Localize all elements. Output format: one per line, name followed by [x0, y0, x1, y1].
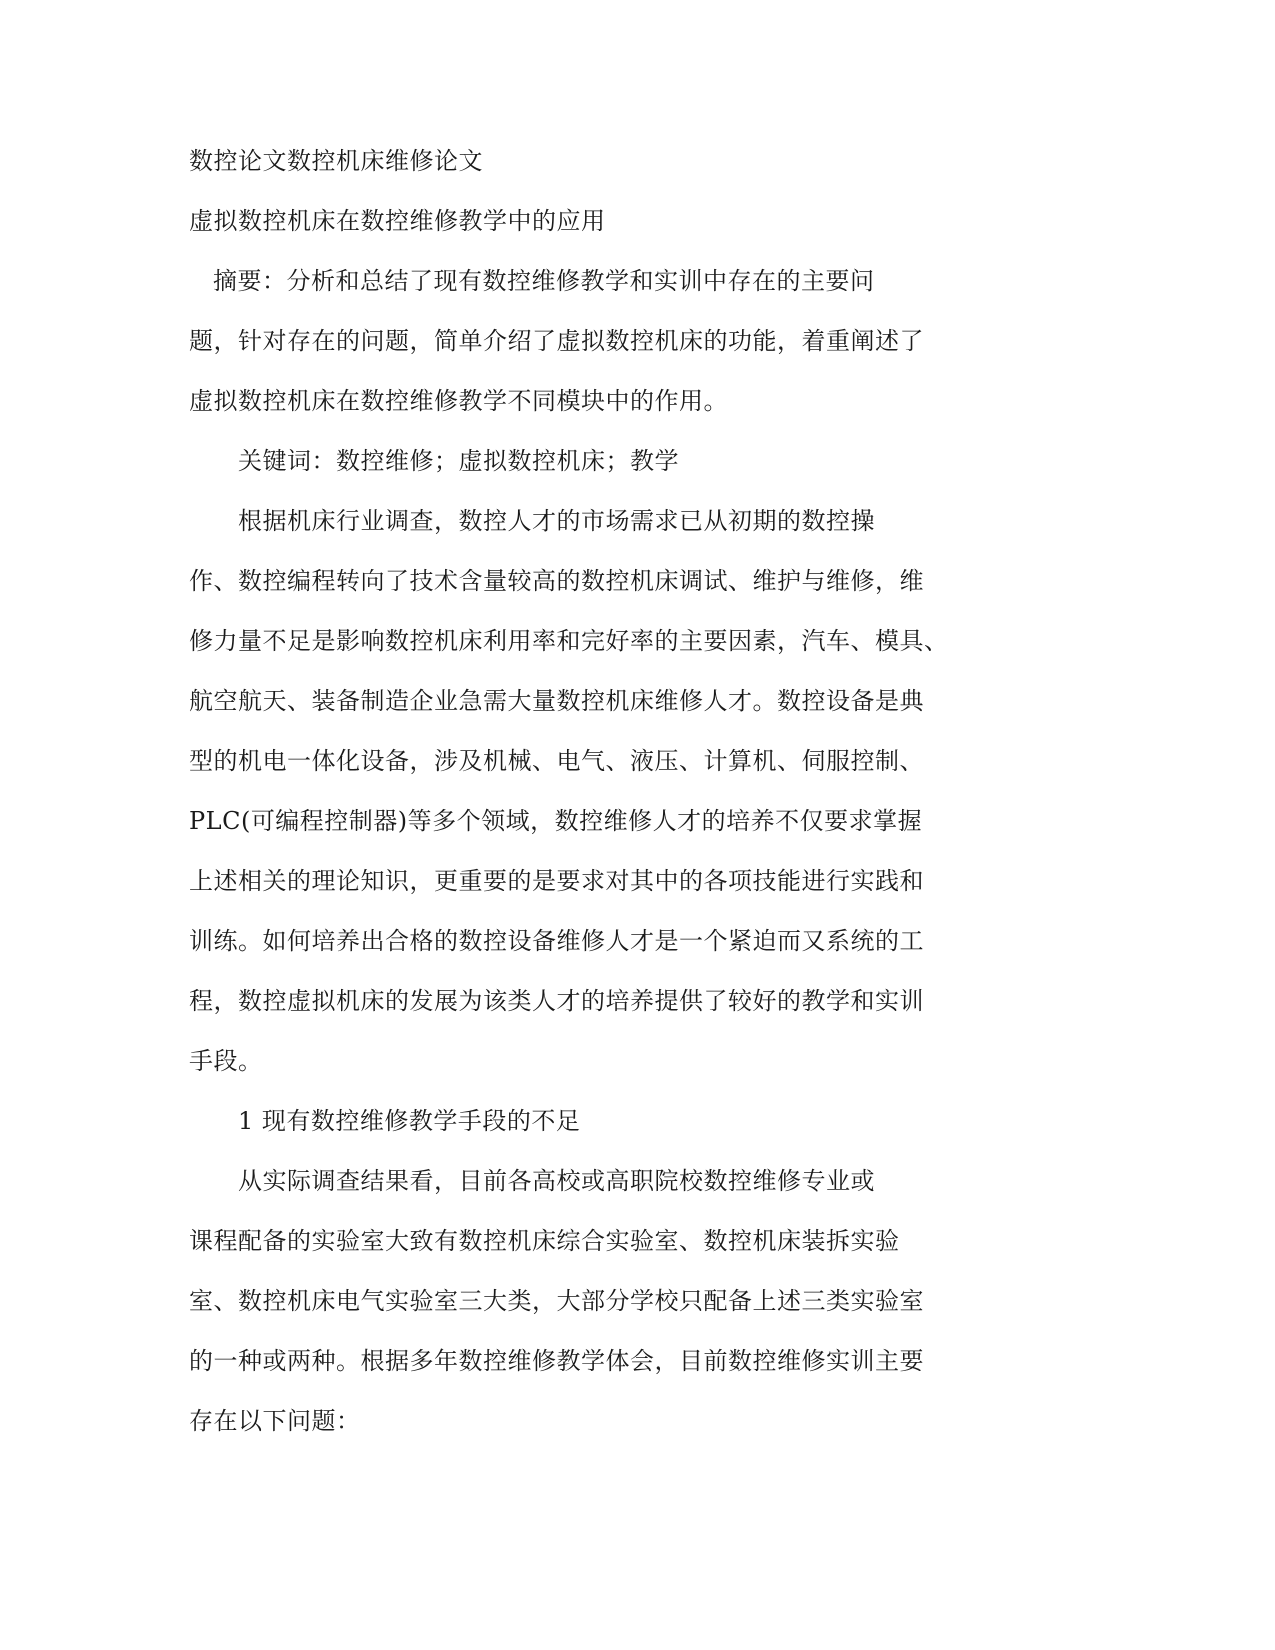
body-line: 根据机床行业调查，数控人才的市场需求已从初期的数控操 — [238, 507, 875, 535]
abstract-line: 摘要：分析和总结了现有数控维修教学和实训中存在的主要问 — [213, 267, 875, 295]
document-subtitle: 虚拟数控机床在数控维修教学中的应用 — [189, 207, 606, 235]
abstract-line: 题，针对存在的问题，简单介绍了虚拟数控机床的功能，着重阐述了 — [189, 327, 924, 355]
body-line: 从实际调查结果看，目前各高校或高职院校数控维修专业或 — [238, 1167, 875, 1195]
body-line: 型的机电一体化设备，涉及机械、电气、液压、计算机、伺服控制、 — [189, 747, 924, 775]
body-line: 存在以下问题： — [189, 1407, 361, 1435]
abstract-line: 虚拟数控机床在数控维修教学不同模块中的作用。 — [189, 387, 728, 415]
body-line: PLC(可编程控制器)等多个领域，数控维修人才的培养不仅要求掌握 — [189, 807, 923, 835]
body-line: 手段。 — [189, 1047, 263, 1075]
body-line: 课程配备的实验室大致有数控机床综合实验室、数控机床装拆实验 — [189, 1227, 900, 1255]
document-title: 数控论文数控机床维修论文 — [189, 147, 483, 175]
section-heading: 1 现有数控维修教学手段的不足 — [238, 1107, 581, 1135]
body-line: 修力量不足是影响数控机床利用率和完好率的主要因素，汽车、模具、 — [189, 627, 949, 655]
body-line: 上述相关的理论知识，更重要的是要求对其中的各项技能进行实践和 — [189, 867, 924, 895]
body-line: 程，数控虚拟机床的发展为该类人才的培养提供了较好的教学和实训 — [189, 987, 924, 1015]
body-line: 室、数控机床电气实验室三大类，大部分学校只配备上述三类实验室 — [189, 1287, 924, 1315]
body-line: 训练。如何培养出合格的数控设备维修人才是一个紧迫而又系统的工 — [189, 927, 924, 955]
keywords-line: 关键词：数控维修；虚拟数控机床；教学 — [238, 447, 679, 475]
body-line: 的一种或两种。根据多年数控维修教学体会，目前数控维修实训主要 — [189, 1347, 924, 1375]
body-line: 航空航天、装备制造企业急需大量数控机床维修人才。数控设备是典 — [189, 687, 924, 715]
body-line: 作、数控编程转向了技术含量较高的数控机床调试、维护与维修，维 — [189, 567, 924, 595]
